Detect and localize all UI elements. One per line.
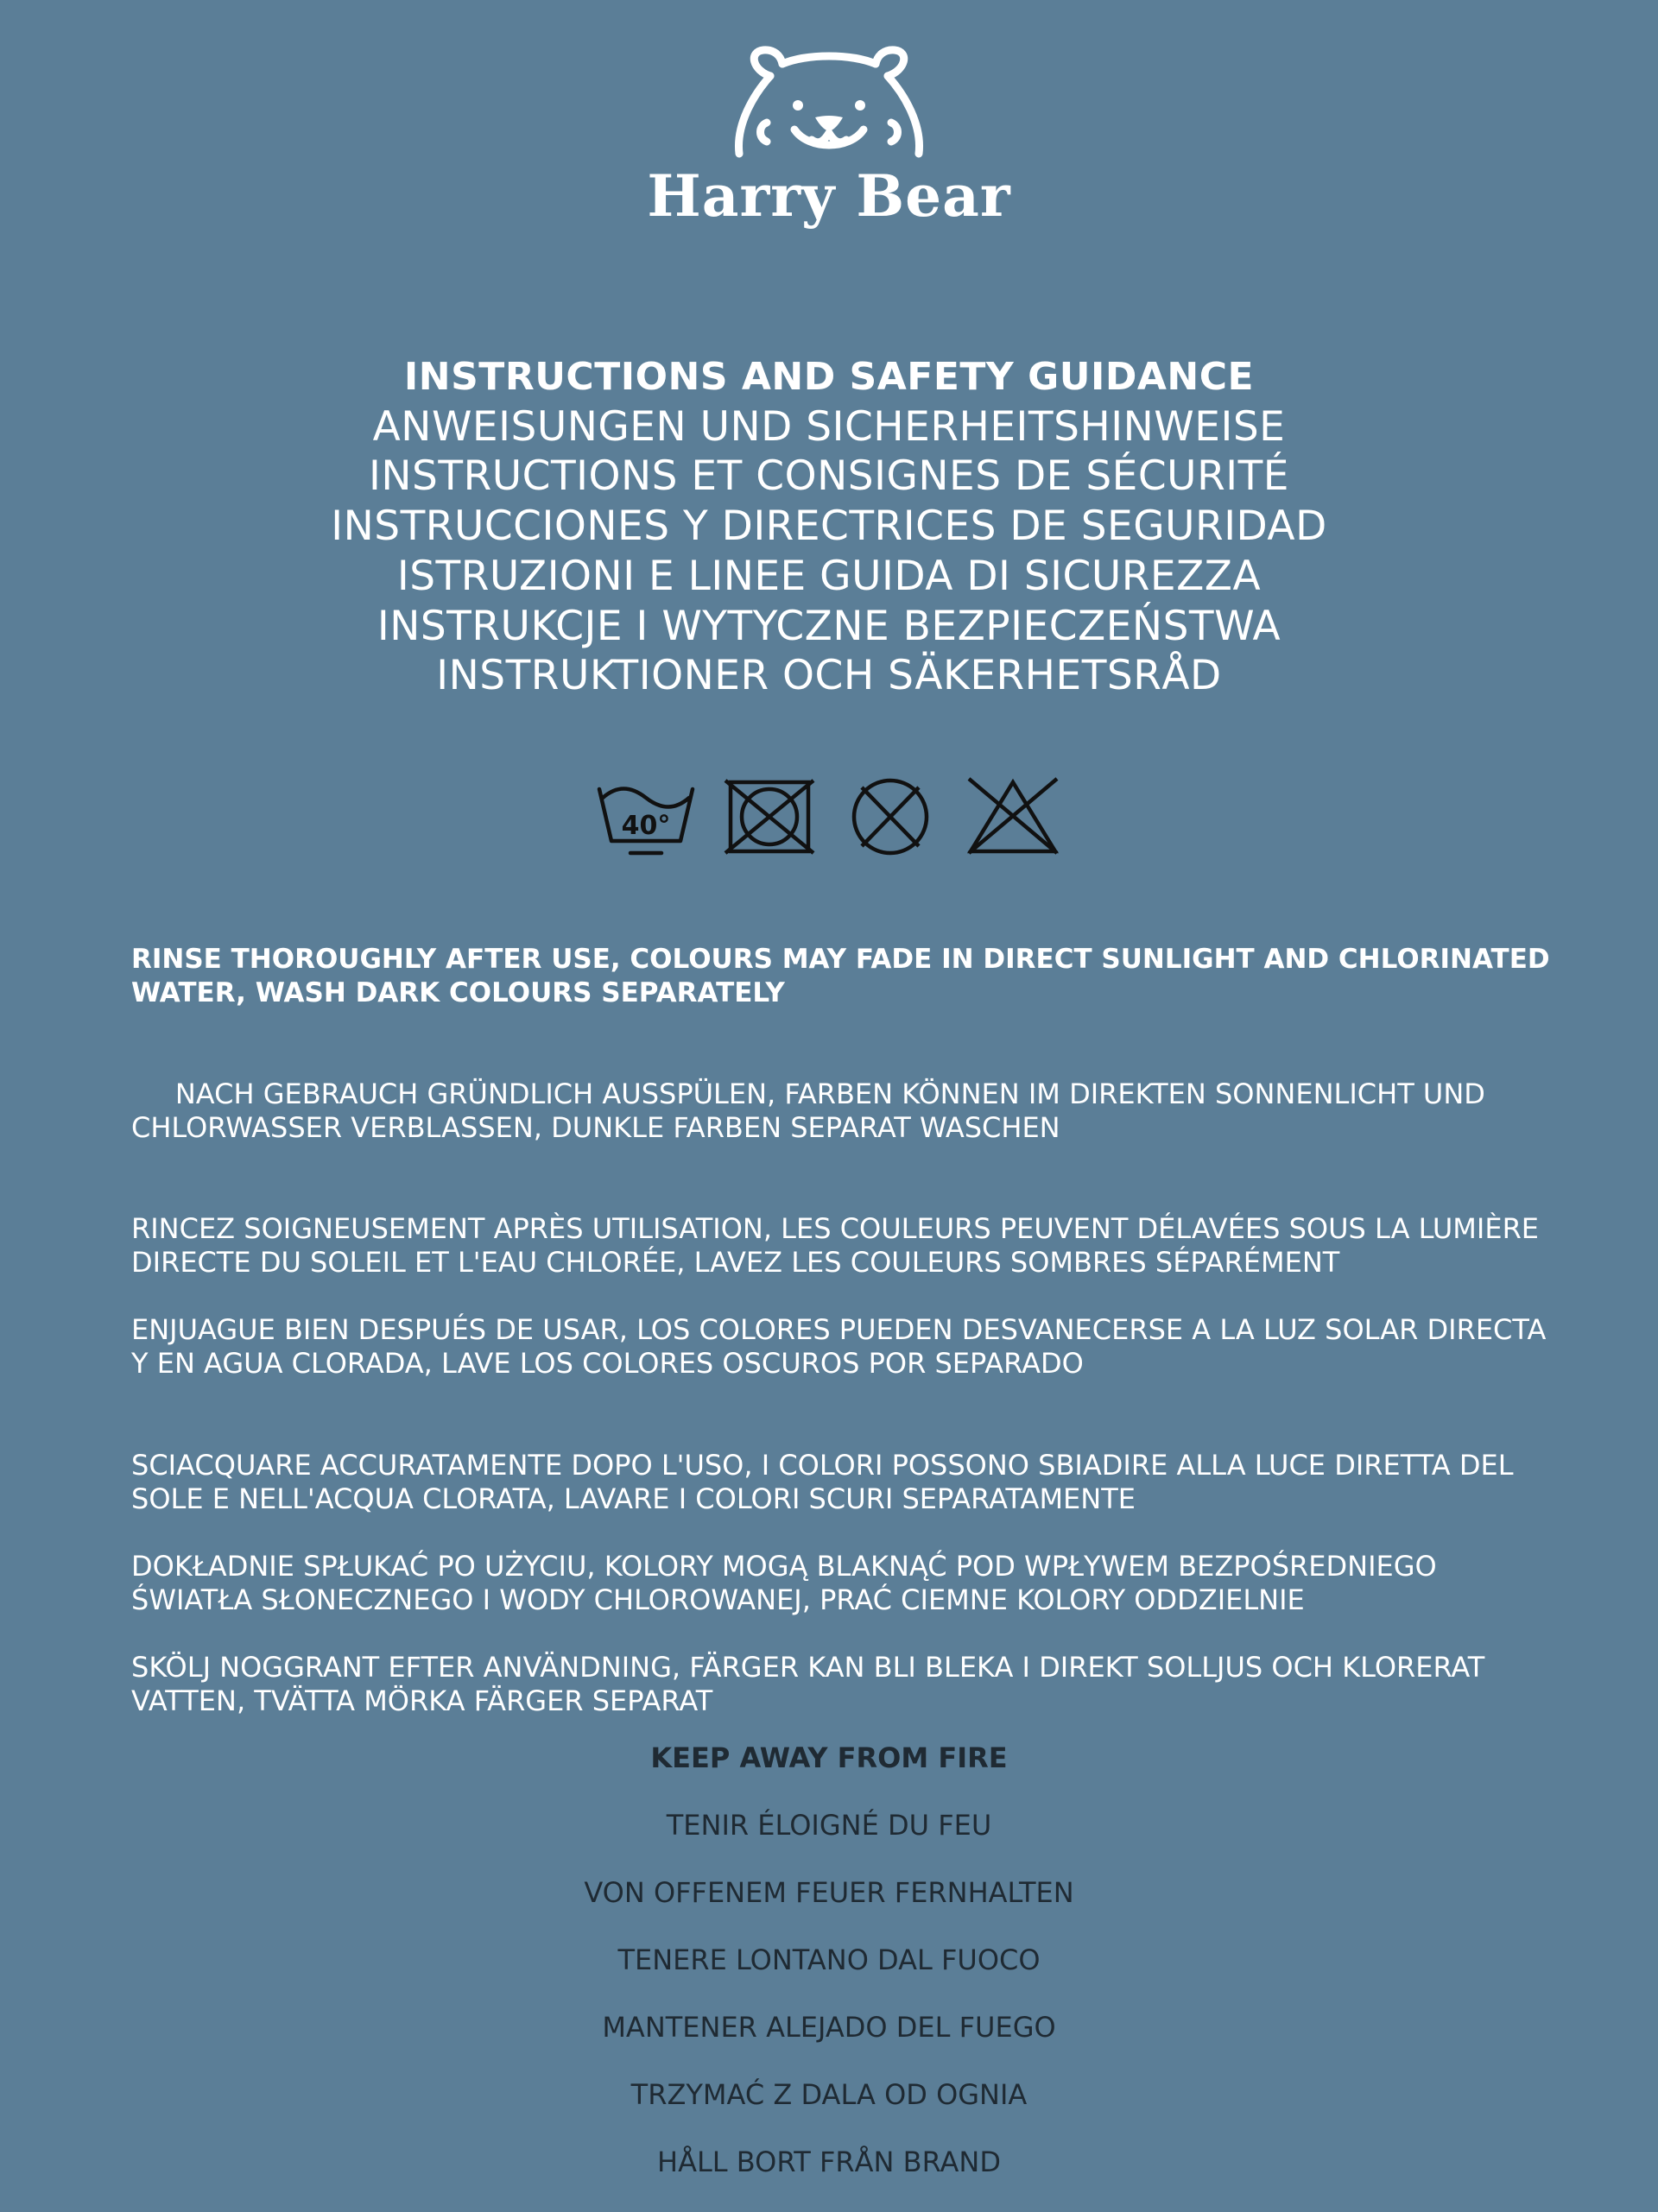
rinse-en: RINSE THOROUGHLY AFTER USE, COLOURS MAY FADE IN DIRECT SUNLIGHT AND CHLORINATED WATER, WASH DARK COLOURS SEPARATELY [131,944,1550,1008]
wash-40-icon [596,777,696,860]
rinse-sv: SKÖLJ NOGGRANT EFTER ANVÄNDNING, FÄRGER KAN BLI BLEKA I DIREKT SOLLJUS OCH KLORERAT VATTEN, TVÄTTA MÖRKA FÄRGER SEPARAT [131,1651,1485,1717]
title-es: INSTRUCCIONES Y DIRECTRICES DE SEGURIDAD [331,502,1327,551]
fire-warning-de: VON OFFENEM FEUER FERNHALTEN [584,1876,1074,1909]
title-sv: INSTRUKTIONER OCH SÄKERHETSRÅD [436,652,1222,700]
rinse-de: NACH GEBRAUCH GRÜNDLICH AUSSPÜLEN, FARBEN KÖNNEN IM DIREKTEN SONNENLICHT UND CHLORWASSER VERBLASSEN, DUNKLE FARBEN SEPARAT WASCHEN [131,1078,1485,1144]
fire-warning-it: TENERE LONTANO DAL FUOCO [617,1943,1041,1976]
rinse-instructions [131,943,1550,1718]
do-not-bleach-icon [964,777,1062,860]
title-it: ISTRUZIONI E LINEE GUIDA DI SICUREZZA [396,552,1262,600]
rinse-fr: RINCEZ SOIGNEUSEMENT APRÈS UTILISATION, LES COULEURS PEUVENT DÉLAVÉES SOUS LA LUMIÈRE DIRECTE DU SOLEIL ET L'EAU CHLORÉE, LAVEZ LES COULEURS SOMBRES SÉPARÉMENT [131,1212,1540,1279]
care-symbols [0,777,1658,860]
fire-warning-fr: TENIR ÉLOIGNÉ DU FEU [666,1809,992,1842]
svg-text:40°: 40° [621,811,671,841]
fire-warning-en: KEEP AWAY FROM FIRE [650,1741,1008,1774]
bear-face-icon [729,43,929,161]
rinse-pl: DOKŁADNIE SPŁUKAĆ PO UŻYCIU, KOLORY MOGĄ BLAKNĄĆ POD WPŁYWEM BEZPOŚREDNIEGO ŚWIATŁA SŁONECZNEGO I WODY CHLOROWANEJ, PRAĆ CIEMNE KOLORY ODDZIELNIE [131,1550,1437,1616]
rinse-es: ENJUAGUE BIEN DESPUÉS DE USAR, LOS COLORES PUEDEN DESVANECERSE A LA LUZ SOLAR DIRECTA Y EN AGUA CLORADA, LAVE LOS COLORES OSCUROS POR SEPARADO [131,1313,1547,1380]
title-fr: INSTRUCTIONS ET CONSIGNES DE SÉCURITÉ [369,452,1289,501]
title-block [0,352,1658,701]
fire-warning-pl: TRZYMAĆ Z DALA OD OGNIA [630,2078,1028,2111]
title-pl: INSTRUKCJE I WYTYCZNE BEZPIECZEŃSTWA [377,602,1281,650]
fire-warning-es: MANTENER ALEJADO DEL FUEGO [602,2011,1056,2044]
do-not-dry-clean-icon [843,777,938,860]
do-not-tumble-dry-icon [722,777,817,860]
title-de: ANWEISUNGEN UND SICHERHEITSHINWEISE [372,402,1286,451]
title-en: INSTRUCTIONS AND SAFETY GUIDANCE [403,355,1255,399]
brand-logo [0,43,1658,230]
fire-warnings [0,1741,1658,2212]
brand-name: Harry Bear [647,162,1011,230]
rinse-it: SCIACQUARE ACCURATAMENTE DOPO L'USO, I COLORI POSSONO SBIADIRE ALLA LUCE DIRETTA DEL SOLE E NELL'ACQUA CLORATA, LAVARE I COLORI SCURI SEPARATAMENTE [131,1449,1514,1515]
fire-warning-sv: HÅLL BORT FRÅN BRAND [657,2146,1001,2178]
